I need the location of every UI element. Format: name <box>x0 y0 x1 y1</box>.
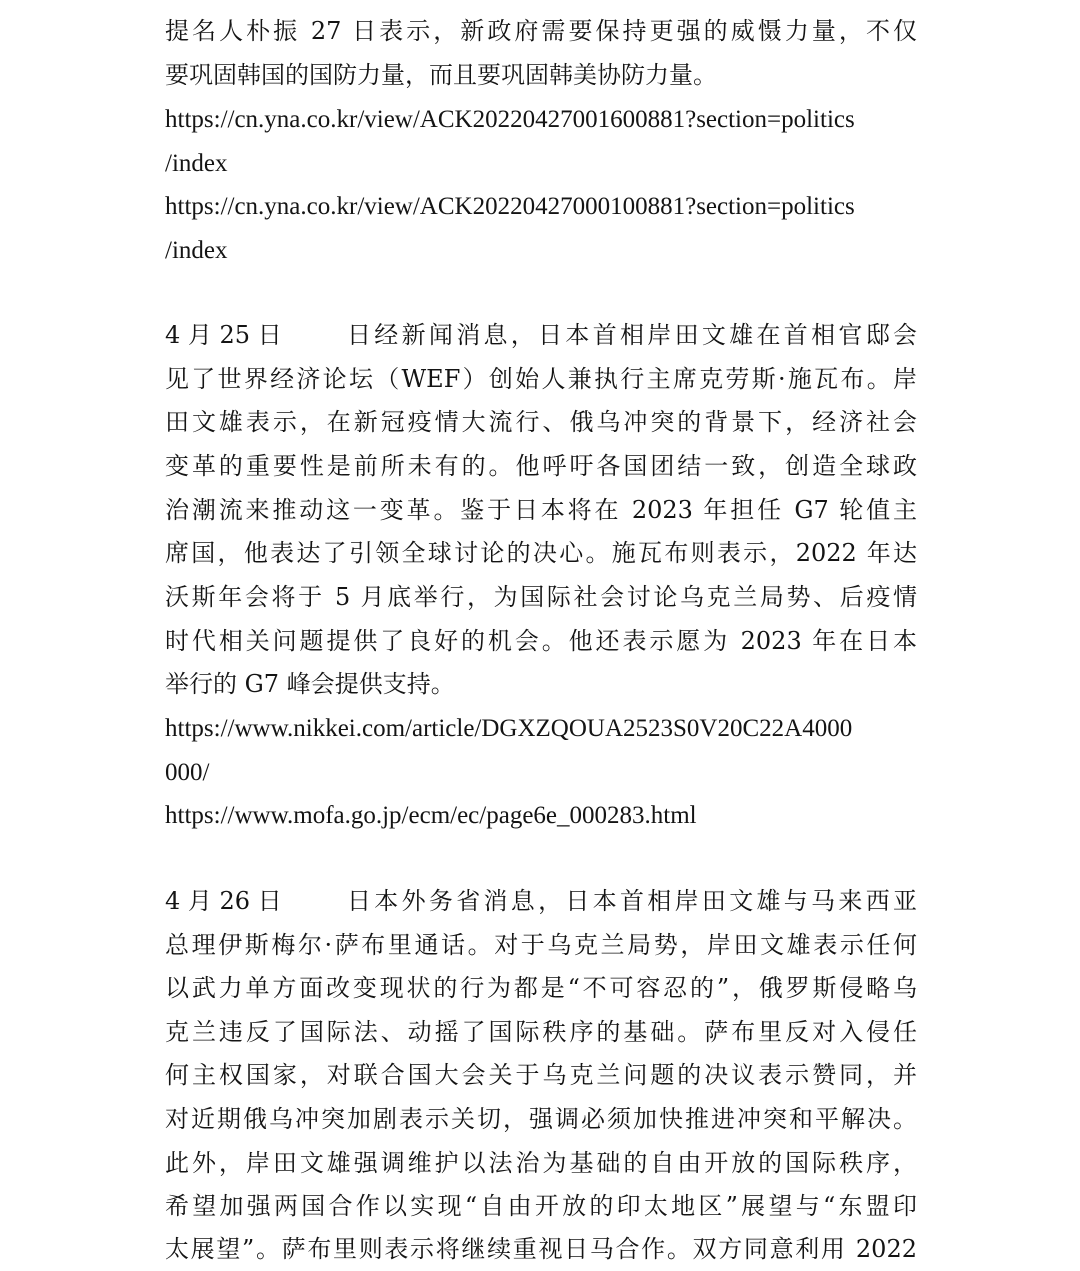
text-line: 总理伊斯梅尔·萨布里通话。对于乌克兰局势，岸田文雄表示任何 <box>165 931 917 959</box>
text-line: 田文雄表示，在新冠疫情大流行、俄乌冲突的背景下，经济社会 <box>165 408 917 436</box>
text-line: 克兰违反了国际法、动摇了国际秩序的基础。萨布里反对入侵任 <box>165 1018 917 1046</box>
source-link[interactable]: https://www.nikkei.com/article/DGXZQOUA2523S0V20C22A4000 <box>165 715 853 742</box>
entry-date: 4 月 25 日 <box>165 321 282 349</box>
source-link-continuation[interactable]: /index <box>165 150 228 177</box>
text-line: 此外，岸田文雄强调维护以法治为基础的自由开放的国际秩序， <box>165 1149 917 1177</box>
source-link-continuation[interactable]: /index <box>165 237 228 264</box>
source-link[interactable]: https://cn.yna.co.kr/view/ACK20220427000100881?section=politics <box>165 193 855 220</box>
text-line: 太展望”。萨布里则表示将继续重视日马合作。双方同意利用 2022 <box>165 1235 917 1263</box>
text-line: 要巩固韩国的国防力量，而且要巩固韩美协防力量。 <box>165 61 717 89</box>
text-line: 席国，他表达了引领全球讨论的决心。施瓦布则表示，2022 年达 <box>165 539 917 567</box>
text-line: 日本外务省消息，日本首相岸田文雄与马来西亚 <box>347 887 917 915</box>
source-link-continuation[interactable]: 000/ <box>165 759 210 786</box>
text-line: 变革的重要性是前所未有的。他呼吁各国团结一致，创造全球政 <box>165 452 917 480</box>
source-link[interactable]: https://cn.yna.co.kr/view/ACK20220427001600881?section=politics <box>165 106 855 133</box>
text-line: 见了世界经济论坛（WEF）创始人兼执行主席克劳斯·施瓦布。岸 <box>165 365 917 393</box>
text-line: 沃斯年会将于 5 月底举行，为国际社会讨论乌克兰局势、后疫情 <box>165 583 917 611</box>
text-line: 举行的 G7 峰会提供支持。 <box>165 670 455 698</box>
text-line: 日经新闻消息，日本首相岸田文雄在首相官邸会 <box>347 321 917 349</box>
source-link[interactable]: https://www.mofa.go.jp/ecm/ec/page6e_000283.html <box>165 802 697 829</box>
text-line: 何主权国家，对联合国大会关于乌克兰问题的决议表示赞同，并 <box>165 1061 917 1089</box>
text-line: 提名人朴振 27 日表示，新政府需要保持更强的威慑力量，不仅 <box>165 17 917 45</box>
text-line: 以武力单方面改变现状的行为都是“不可容忍的”，俄罗斯侵略乌 <box>165 974 917 1002</box>
text-line: 对近期俄乌冲突加剧表示关切，强调必须加快推进冲突和平解决。 <box>165 1105 917 1133</box>
text-line: 希望加强两国合作以实现“自由开放的印太地区”展望与“东盟印 <box>165 1192 917 1220</box>
text-line: 时代相关问题提供了良好的机会。他还表示愿为 2023 年在日本 <box>165 627 917 655</box>
text-line: 治潮流来推动这一变革。鉴于日本将在 2023 年担任 G7 轮值主 <box>165 496 917 524</box>
entry-date: 4 月 26 日 <box>165 887 282 915</box>
